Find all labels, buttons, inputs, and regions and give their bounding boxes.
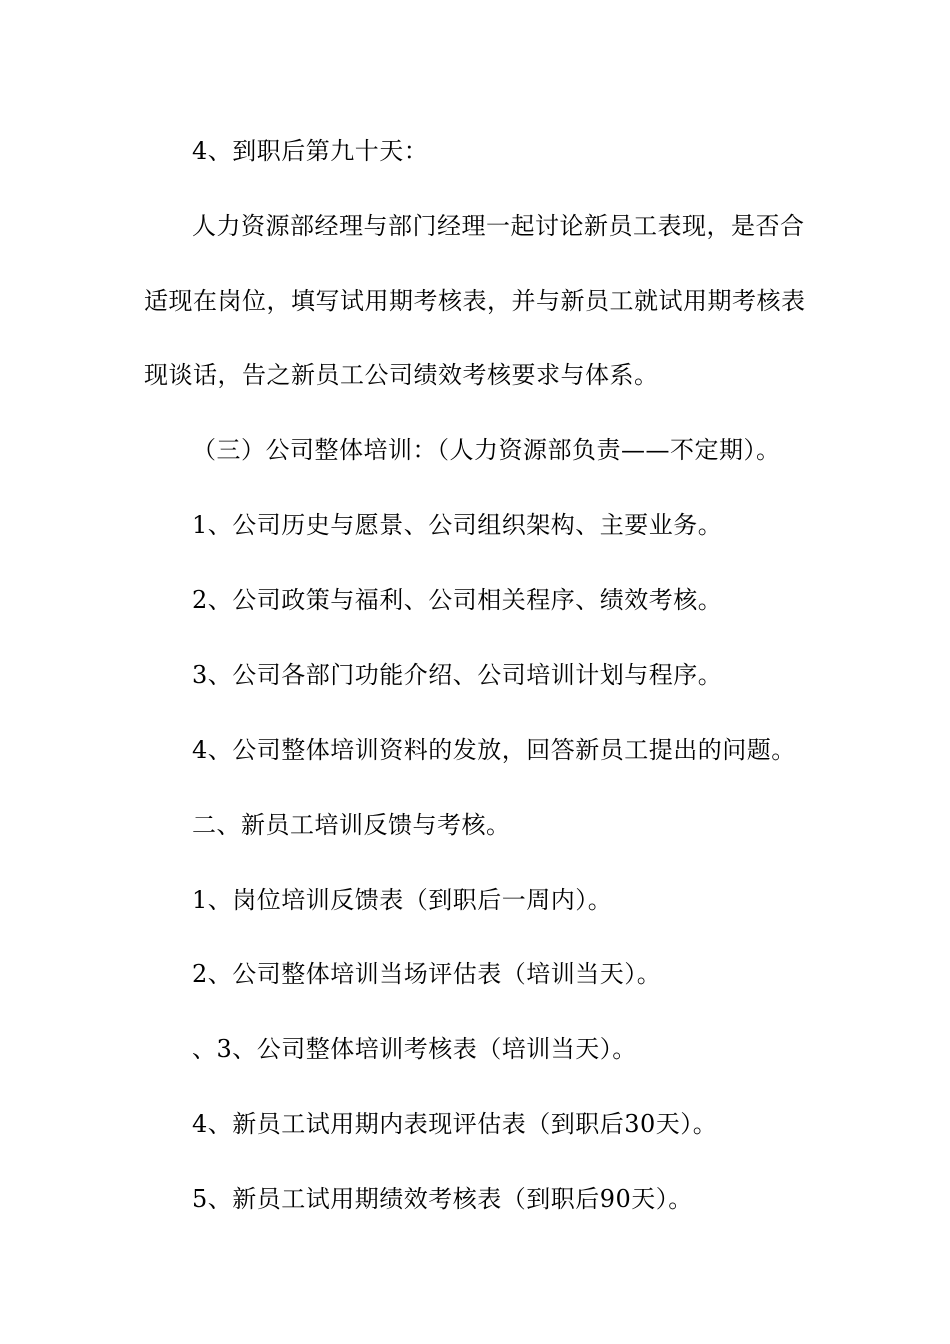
list-item: 1、岗位培训反馈表（到职后一周内）。: [192, 886, 613, 914]
paragraph-line-3: 现谈话，告之新员工公司绩效考核要求与体系。: [144, 361, 659, 389]
list-item: 2、公司整体培训当场评估表（培训当天）。: [192, 960, 662, 988]
paragraph-line-2: 适现在岗位，填写试用期考核表，并与新员工就试用期考核表: [144, 287, 806, 315]
list-item: 4、新员工试用期内表现评估表（到职后30天）。: [192, 1110, 718, 1138]
list-item: 、3、公司整体培训考核表（培训当天）。: [192, 1035, 637, 1063]
list-item: 2、公司政策与福利、公司相关程序、绩效考核。: [192, 586, 723, 614]
list-item: 4、公司整体培训资料的发放，回答新员工提出的问题。: [192, 736, 796, 764]
list-item: 3、公司各部门功能介绍、公司培训计划与程序。: [192, 661, 723, 689]
list-item: 5、新员工试用期绩效考核表（到职后90天）。: [192, 1185, 693, 1213]
list-item: 1、公司历史与愿景、公司组织架构、主要业务。: [192, 511, 723, 539]
item-day-ninety-heading: 4、到职后第九十天：: [192, 137, 429, 165]
section-heading-overall-training: （三）公司整体培训：（人力资源部负责——不定期）。: [192, 436, 781, 464]
section-heading-feedback-assessment: 二、新员工培训反馈与考核。: [192, 811, 511, 839]
paragraph-line-1: 人力资源部经理与部门经理一起讨论新员工表现，是否合: [192, 212, 805, 240]
